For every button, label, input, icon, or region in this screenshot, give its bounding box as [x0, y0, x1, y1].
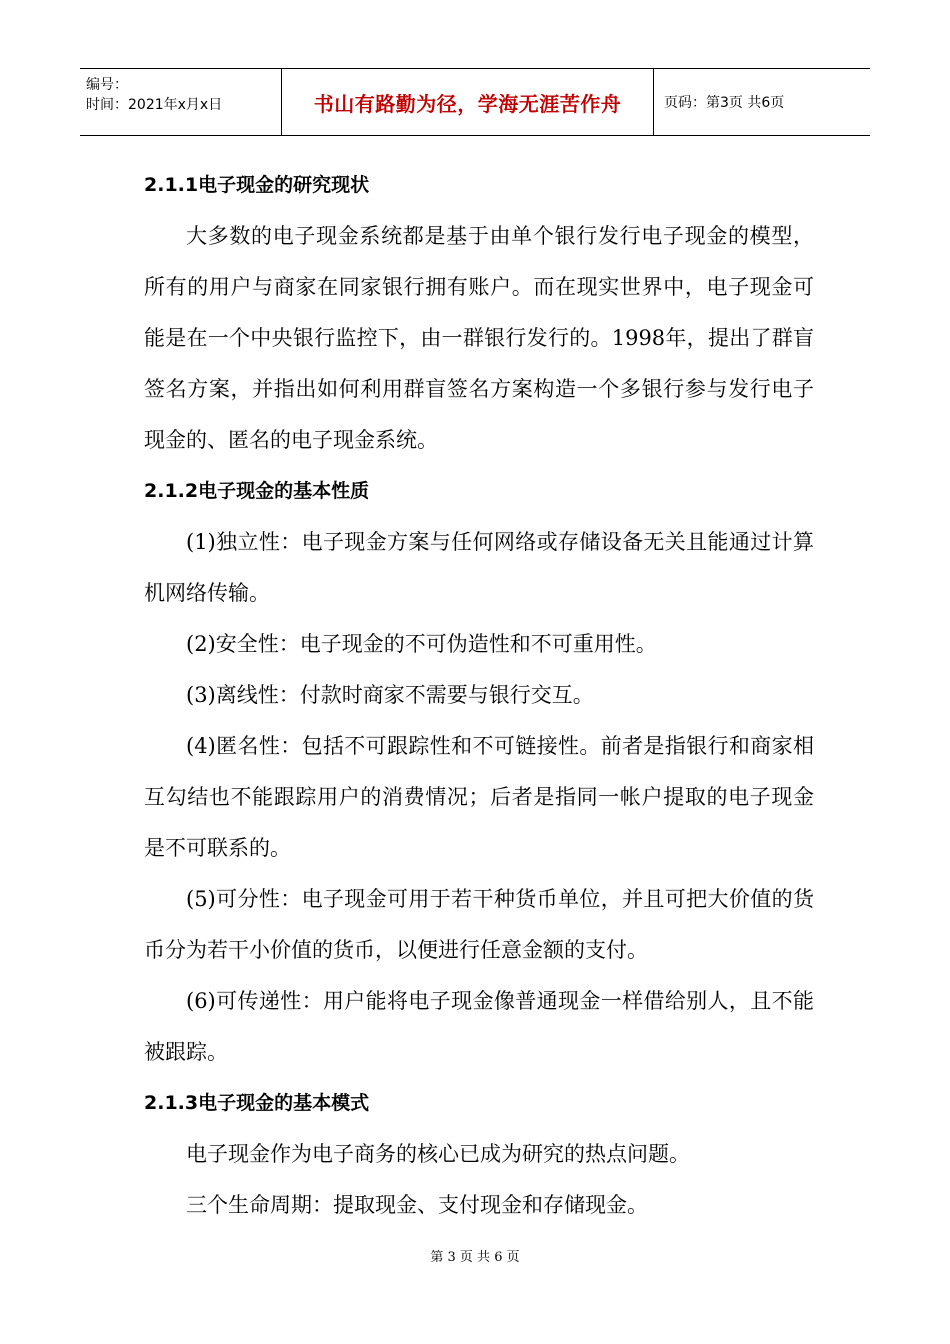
header-motto: 书山有路勤为径，学海无涯苦作舟: [282, 69, 654, 135]
page-footer: 第 3 页 共 6 页: [430, 1250, 520, 1265]
paragraph: (5)可分性：电子现金可用于若干种货币单位，并且可把大价值的货币分为若干小价值的货币，以便进行任意金额的支付。: [144, 887, 814, 962]
paragraph: (3)离线性：付款时商家不需要与银行交互。: [186, 683, 594, 707]
section-heading: 2.1.1电子现金的研究现状: [144, 174, 370, 196]
serial-label: 编号：: [86, 77, 128, 93]
paragraph: (4)匿名性：包括不可跟踪性和不可链接性。前者是指银行和商家相互勾结也不能跟踪用户的消费情况；后者是指同一帐户提取的电子现金是不可联系的。: [144, 734, 814, 860]
section-heading: 2.1.3电子现金的基本模式: [144, 1092, 370, 1114]
paragraph: 三个生命周期：提取现金、支付现金和存储现金。: [186, 1193, 648, 1217]
header-page-info: 页码：第3页 共6页: [664, 95, 785, 111]
document-body: [144, 160, 814, 1231]
date-label: 时间：2021年x月x日: [86, 97, 223, 113]
section-heading: 2.1.2电子现金的基本性质: [144, 480, 370, 502]
paragraph: 电子现金作为电子商务的核心已成为研究的热点问题。: [186, 1142, 690, 1166]
paragraph: 大多数的电子现金系统都是基于由单个银行发行电子现金的模型，所有的用户与商家在同家银行拥有账户。而在现实世界中，电子现金可能是在一个中央银行监控下，由一群银行发行的。1998年，提出了群盲签名方案，并指出如何利用群盲签名方案构造一个多银行参与发行电子现金的、匿名的电子现金系统。: [144, 224, 814, 452]
document-header: [80, 68, 870, 136]
paragraph: (1)独立性：电子现金方案与任何网络或存储设备无关且能通过计算机网络传输。: [144, 530, 814, 605]
paragraph: (2)安全性：电子现金的不可伪造性和不可重用性。: [186, 632, 657, 656]
header-meta: [80, 69, 282, 135]
paragraph: (6)可传递性：用户能将电子现金像普通现金一样借给别人，且不能被跟踪。: [144, 989, 814, 1064]
